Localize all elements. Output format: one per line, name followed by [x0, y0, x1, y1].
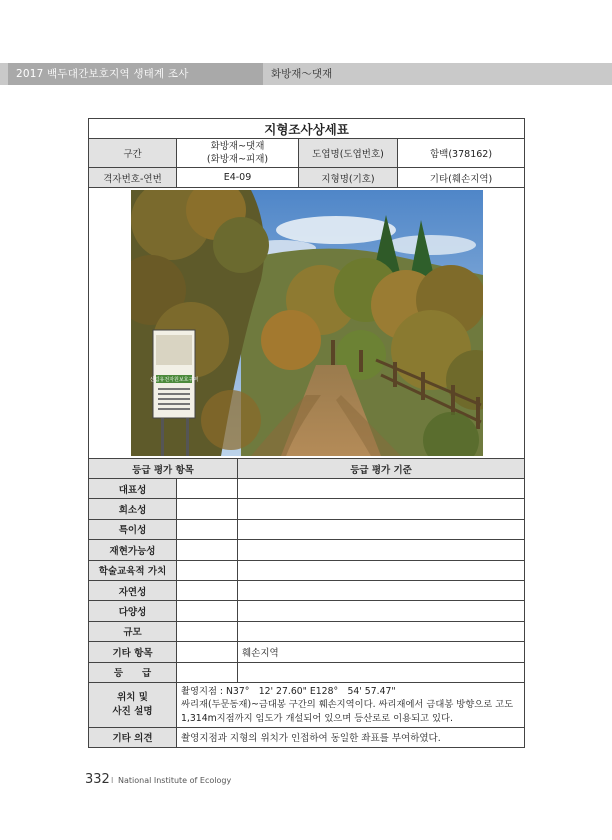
- criteria-label: 특이성: [89, 519, 177, 539]
- segment-value: [177, 139, 299, 168]
- survey-form-table: [88, 118, 525, 748]
- criteria-basis: [238, 662, 525, 682]
- footer-separator: I: [111, 776, 114, 785]
- criteria-basis: [238, 540, 525, 560]
- criteria-label: 희소성: [89, 499, 177, 519]
- map-value: 함백(378162): [398, 139, 525, 168]
- site-photo: [131, 190, 483, 456]
- criteria-basis: 훼손지역: [238, 642, 525, 662]
- criteria-label: 자연성: [89, 580, 177, 600]
- criteria-label: 재현가능성: [89, 540, 177, 560]
- segment-value-line2: (화방재~피재): [206, 154, 269, 165]
- criteria-basis: [238, 621, 525, 641]
- criteria-grade: [177, 662, 238, 682]
- grid-label: 격자번호-연번: [89, 168, 177, 188]
- criteria-row: [89, 580, 525, 600]
- criteria-grade: [177, 519, 238, 539]
- criteria-item-header: 등급 평가 항목: [89, 459, 238, 479]
- description-line2: 1,314m지점까지 임도가 개설되어 있으며 등산로로 이용되고 있다.: [181, 712, 453, 724]
- criteria-basis: [238, 601, 525, 621]
- location-label: [89, 682, 177, 727]
- criteria-row: [89, 560, 525, 580]
- criteria-basis-header: 등급 평가 기준: [238, 459, 525, 479]
- criteria-label: 규모: [89, 621, 177, 641]
- location-description: [177, 682, 525, 727]
- criteria-label: 학술교육적 가치: [89, 560, 177, 580]
- criteria-row: [89, 621, 525, 641]
- criteria-row: [89, 642, 525, 662]
- etc-label: 기타 의견: [89, 727, 177, 747]
- criteria-basis: [238, 499, 525, 519]
- criteria-basis: [238, 479, 525, 499]
- criteria-grade: [177, 642, 238, 662]
- criteria-basis: [238, 519, 525, 539]
- criteria-basis: [238, 580, 525, 600]
- criteria-grade: [177, 499, 238, 519]
- criteria-row: [89, 601, 525, 621]
- location-label-line1: 위치 및: [117, 691, 148, 703]
- criteria-basis: [238, 560, 525, 580]
- criteria-grade: [177, 479, 238, 499]
- form-title: 지형조사상세표: [89, 119, 525, 139]
- criteria-grade: [177, 621, 238, 641]
- criteria-grade: [177, 560, 238, 580]
- criteria-label: 기타 항목: [89, 642, 177, 662]
- criteria-row: [89, 540, 525, 560]
- etc-text: 촬영지점과 지형의 위치가 인접하여 동일한 좌표를 부여하였다.: [177, 727, 525, 747]
- sign-text: 산림유전자원보호구역: [149, 377, 198, 383]
- criteria-row: [89, 662, 525, 682]
- map-label: 도엽명(도엽번호): [299, 139, 398, 168]
- location-label-line2: 사진 설명: [112, 705, 153, 717]
- criteria-row: [89, 519, 525, 539]
- criteria-label: 등 급: [89, 662, 177, 682]
- criteria-grade: [177, 540, 238, 560]
- page-number: 332: [85, 772, 110, 787]
- photo-cell: [89, 188, 525, 459]
- landform-value: 기타(훼손지역): [398, 168, 525, 188]
- photo-coordinates: 촬영지점 : N37° 12' 27.60" E128° 54' 57.47": [181, 685, 396, 697]
- section-title: 화방재～댓재: [271, 68, 333, 80]
- footer-organization: National Institute of Ecology: [118, 776, 232, 785]
- criteria-rows: [89, 479, 525, 683]
- segment-label: 구간: [89, 139, 177, 168]
- segment-value-line1: 화방재~댓재: [210, 141, 265, 152]
- criteria-label: 다양성: [89, 601, 177, 621]
- landform-label: 지형명(기호): [299, 168, 398, 188]
- criteria-grade: [177, 580, 238, 600]
- grid-value: E4-09: [177, 168, 299, 188]
- criteria-row: [89, 499, 525, 519]
- criteria-label: 대표성: [89, 479, 177, 499]
- description-line1: 싸리재(두문동재)~금대봉 구간의 훼손지역이다. 싸리재에서 금대봉 방향으로 고도: [181, 699, 514, 711]
- book-title: 2017 백두대간보호지역 생태계 조사: [8, 63, 263, 85]
- criteria-row: [89, 479, 525, 499]
- criteria-grade: [177, 601, 238, 621]
